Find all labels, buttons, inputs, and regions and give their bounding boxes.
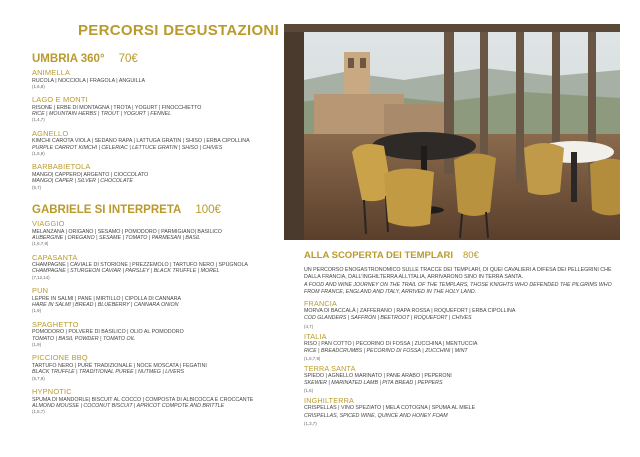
course-ingredients-it: TARTUFO NERO | PURÉ TRADIZIONALE | NOCE MOSCATA | FEGATINI (32, 362, 207, 369)
course-ingredients-it: RISONE | ERBE DI MONTAGNA | TROTA | YOGURT | FINOCCHIETTO (32, 104, 202, 111)
course-allergens: (5,7) (32, 184, 42, 190)
course-allergens: (1,6,7,9) (32, 241, 49, 247)
left-column (32, 22, 282, 422)
menu-name: ALLA SCOPERTA DEI TEMPLARI (304, 250, 454, 261)
course-name: CAPASANTA (32, 252, 78, 262)
course-ingredients-en: RICE | MOUNTAIN HERBS | TROUT | YOGURT | FENNEL (32, 111, 172, 118)
course-ingredients-en: HARE IN SALMI | BREAD | BLUEBERRY | CANNARA ONION (32, 302, 179, 309)
course-ingredients-en: BLACK TRUFFLE | TRADITIONAL PUREE | NUTMEG | LIVERS (32, 369, 185, 376)
course-name: PUN (32, 286, 49, 296)
course-ingredients-it: MORVA DI BACCALÀ | ZAFFERANO | RAPA ROSSA | ROQUEFORT | ERBA CIPOLLINA (304, 308, 516, 315)
course-name: HYPNOTIC (32, 387, 72, 397)
course-name: FRANCIA (304, 299, 337, 309)
course-name: ITALIA (304, 331, 327, 341)
course-ingredients-en: RICE | BREADCRUMBS | PECORINO DI FOSSA | ZUCCHINI | MINT (304, 347, 468, 354)
course-allergens: (1,6,9) (32, 150, 45, 156)
course-allergens: (1,5,7) (32, 409, 45, 415)
course-name: LAGO E MONTI (32, 95, 88, 105)
course-item (32, 287, 282, 314)
course-ingredients-en: SKEWER | MARINATED LAMB | PITA BREAD | PEPPERS (304, 380, 443, 387)
course-name: INGHILTERRA (304, 396, 354, 406)
course-ingredients-it: RISO | PAN COTTO | PECORINO DI FOSSA | ZUCCHINA | MENTUCCIA (304, 340, 478, 347)
course-name: SPAGHETTO (32, 319, 79, 329)
menu-price: 70€ (118, 53, 138, 65)
course-ingredients-en: ALMOND MOUSSE | COCONUT BISCUIT | APRICOT COMPOTE AND BRITTLE (32, 402, 225, 409)
course-name: VIAGGIO (32, 219, 65, 229)
menu-umbria-courses (32, 69, 282, 190)
restaurant-photo (284, 24, 620, 240)
course-item (32, 69, 282, 89)
course-allergens: (1,6) (304, 388, 314, 394)
menu-gabriele-courses (32, 220, 282, 415)
course-allergens: (1,6,8) (32, 83, 45, 89)
course-allergens: (4,7) (304, 323, 314, 329)
course-ingredients-en: CRISPELLAS, SPICED WINE, QUINCE AND HONEY FOAM (304, 412, 448, 419)
intro-english: A FOOD AND WINE JOURNEY ON THE TRAIL OF THE TEMPLARS, THOSE KNIGHTS WHO DEFENDED THE PILGRIMS WHO FROM FRANCE, ENGLAND AND ITALY, ARRIVED IN THE HOLY LAND. (304, 281, 612, 296)
course-ingredients-it: MELANZANA | ORIGANO | SESAMO | POMODORO | PARMIGIANO| BASILICO (32, 228, 222, 235)
page-title: PERCORSI DEGUSTAZIONI (78, 22, 280, 39)
course-name: TERRA SANTA (304, 364, 356, 374)
course-ingredients-en: MANGO| CAPER | SILVER | CHOCOLATE (32, 178, 133, 185)
menu-name: GABRIELE SI INTERPRETA (32, 204, 182, 217)
course-item (304, 364, 624, 394)
course-ingredients-it: POMODORO | POLVERE DI BASILICO | OLIO AL POMODORO (32, 329, 184, 336)
course-allergens: (1,4,7) (32, 117, 45, 123)
menu-price: 100€ (195, 204, 221, 217)
course-ingredients-en: CHAMPAGNE | STURGEON CAVIAR | PARSLEY | BLACK TRUFFLE | MOREL (32, 268, 220, 275)
course-allergens: (1,5,7,9) (304, 356, 321, 362)
course-ingredients-it: CRISPELLAS | VINO SPEZIATO | MELA COTOGNA | SPUMA AL MIELE (304, 405, 476, 412)
menu-name: UMBRIA 360° (32, 53, 105, 65)
course-ingredients-it: RUCOLA | NOCCIOLA | FRAGOLA | ANGUILLA (32, 77, 146, 84)
course-item (32, 96, 282, 123)
menu-intro (304, 267, 624, 296)
course-name: ANIMELLA (32, 68, 71, 77)
course-name: BARBABIETOLA (32, 162, 91, 172)
course-ingredients-it: CHAMPAGNE | CAVIALE DI STORIONE | PREZZEMOLO | TARTUFO NERO | SPUGNOLA (32, 262, 248, 269)
course-ingredients-it: KIMCHI CAROTA VIOLA | SEDANO RAPA | LATTUGA GRATIN | SHISO | ERBA CIPOLLINA (32, 138, 250, 145)
course-item (32, 163, 282, 190)
menu-heading-umbria (32, 53, 282, 65)
course-allergens: (1,9) (32, 341, 42, 347)
course-name: AGNELLO (32, 128, 69, 138)
course-ingredients-it: LEPRE IN SALMI | PANE | MIRTILLO | CIPOLLA DI CANNARA (32, 295, 182, 302)
course-ingredients-en: TOMATO | BASIL POWDER | TOMATO OIL (32, 335, 136, 342)
menu-heading-gabriele (32, 204, 282, 216)
course-item (304, 299, 624, 329)
course-item (32, 321, 282, 348)
course-ingredients-it: MANGO| CAPPERO| ARGENTO | CIOCCOLATO (32, 171, 149, 178)
menu-templari-courses (304, 299, 624, 427)
course-name: PICCIONE BBQ (32, 353, 88, 363)
course-allergens: (7,12,14) (32, 274, 50, 280)
course-item (304, 332, 624, 362)
course-allergens: (1,3,7) (304, 420, 317, 426)
course-item (32, 220, 282, 247)
course-ingredients-it: SPIEDO | AGNELLO MARINATO | PANE ARABO | PEPERONI (304, 373, 452, 380)
right-column (304, 250, 624, 429)
course-item (304, 396, 624, 426)
course-ingredients-it: SPUMA DI MANDORLE| BISCUIT AL COCCO | COMPOSTA DI ALBICOCCA E CROCCANTE (32, 396, 254, 403)
intro-italian: UN PERCORSO ENOGASTRONOMICO SULLE TRACCE DEI TEMPLARI, DI QUEI CAVALIERI A DIFESA DEI PELLEGRINI CHE DALLA FRANCIA, DALL'INGHILTERRA ALL'ITALIA, ARRIVARONO SINO IN TERRA SANTA. (304, 267, 612, 281)
menu-heading-templari (304, 250, 624, 261)
course-item (32, 130, 282, 157)
menu-price: 80€ (463, 250, 479, 261)
course-allergens: (5,7,9) (32, 375, 45, 381)
course-ingredients-en: AUBERGINE | OREGANO | SESAME | TOMATO | PARMESAN | BASIL (32, 234, 201, 241)
course-ingredients-en: PURPLE CARROT KIMCHI | CELERIAC | LETTUCE GRATIN | SHISO | CHIVES (32, 144, 223, 151)
course-item (32, 388, 282, 415)
course-item (32, 354, 282, 381)
course-allergens: (1,9) (32, 308, 42, 314)
course-ingredients-en: COD GLANDERS | SAFFRON | BEETROOT | ROQUEFORT | CHIVES (304, 315, 472, 322)
course-item (32, 254, 282, 281)
